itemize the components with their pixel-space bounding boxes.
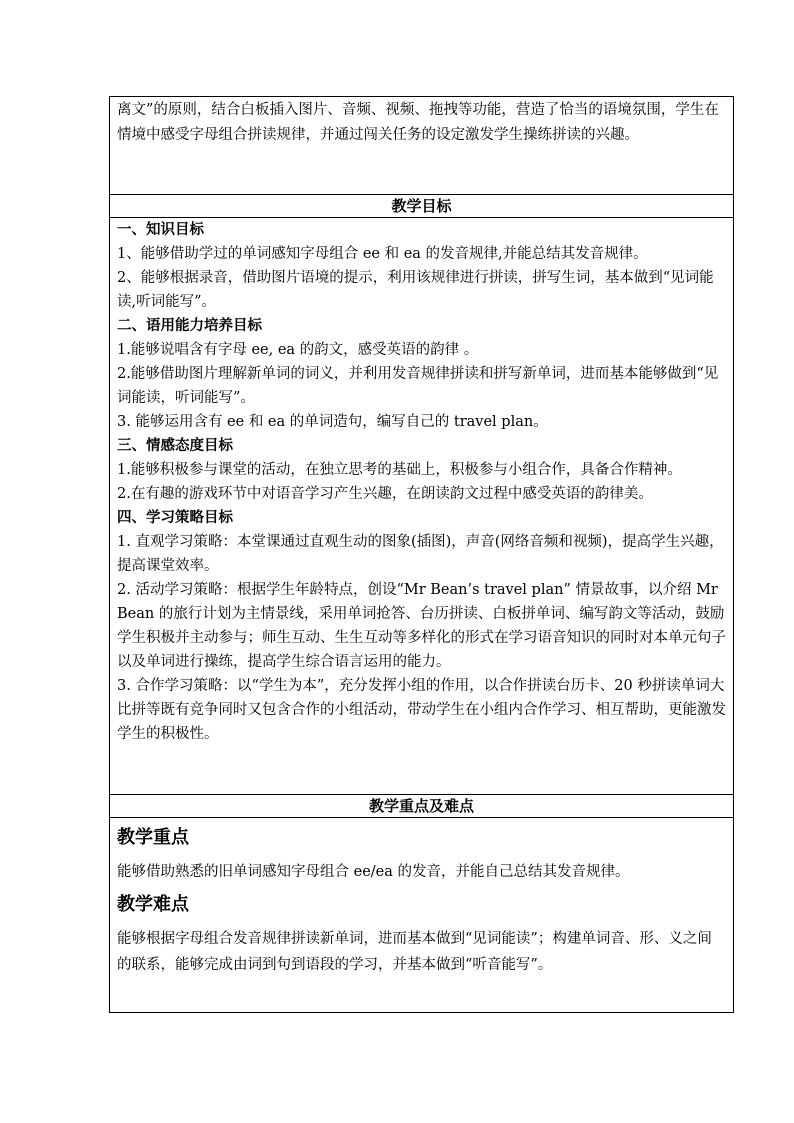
key-points-cell [110,818,734,1013]
objective-section-heading: 二、语用能力培养目标 [117,317,262,334]
objective-item: 1.能够积极参与课堂的活动，在独立思考的基础上，积极参与小组合作，具备合作精神。 [117,462,682,478]
objective-item: 3. 合作学习策略：以“学生为本”，充分发挥小组的作用，以合作拼读台历卡、20 秒拼读单词大比拼等既有竞争同时又包含合作的小组活动，带动学生在小组内合作学习、相互帮助，更能激发学生的积极性。 [117,678,726,742]
objective-item: 1. 直观学习策略：本堂课通过直观生动的图象(插图)，声音(网络音频和视频)，提高学生兴趣，提高课堂效率。 [117,534,724,574]
objective-section-heading: 四、学习策略目标 [117,509,233,526]
lesson-plan-table [109,96,734,1013]
objective-item: 2. 活动学习策略：根据学生年龄特点，创设“Mr Bean’s travel plan” 情景故事，以介绍 Mr Bean 的旅行计划为主情景线，采用单词抢答、台历拼读、白板拼单词、编写韵文等活动，鼓励学生积极并主动参与；师生互动、生生互动等多样化的形式在学习语音知识的同时对本单元句子以及单词进行操练，提高学生综合语言运用的能力。 [117,582,726,670]
difficulty-text: 能够根据字母组合发音规律拼读新单词，进而基本做到“见词能读”；构建单词音、形、义之间的联系，能够完成由词到句到语段的学习，并基本做到“听音能写”。 [117,931,712,973]
key-points-heading: 教学重点及难点 [110,795,734,818]
difficulty-title: 教学难点 [117,894,189,915]
objectives-heading: 教学目标 [110,195,734,218]
focus-title: 教学重点 [117,827,189,848]
intro-paragraph: 离文”的原则，结合白板插入图片、音频、视频、拖拽等功能，营造了恰当的语境氛围，学生在情境中感受字母组合拼读规律，并通过闯关任务的设定激发学生操练拼读的兴趣。 [117,102,719,143]
objective-item: 1.能够说唱含有字母 ee, ea 的韵文，感受英语的韵律 。 [117,342,479,358]
objectives-list [117,218,726,746]
objective-section-heading: 一、知识目标 [117,221,204,238]
objective-section-heading: 三、情感态度目标 [117,437,233,454]
objective-item: 3. 能够运用含有 ee 和 ea 的单词造句，编写自己的 travel plan。 [117,414,548,430]
objectives-cell [110,218,734,795]
intro-cell [110,97,734,195]
objective-item: 2.在有趣的游戏环节中对语音学习产生兴趣，在朗读韵文过程中感受英语的韵律美。 [117,486,653,502]
objective-item: 2、能够根据录音，借助图片语境的提示，利用该规律进行拼读，拼写生词，基本做到“见词能读,听词能写”。 [117,270,714,310]
focus-text: 能够借助熟悉的旧单词感知字母组合 ee/ea 的发音，并能自己总结其发音规律。 [117,864,630,880]
objective-item: 1、能够借助学过的单词感知字母组合 ee 和 ea 的发音规律,并能总结其发音规律。 [117,246,648,262]
objective-item: 2.能够借助图片理解新单词的词义，并利用发音规律拼读和拼写新单词，进而基本能够做到“见词能读，听词能写”。 [117,366,719,406]
